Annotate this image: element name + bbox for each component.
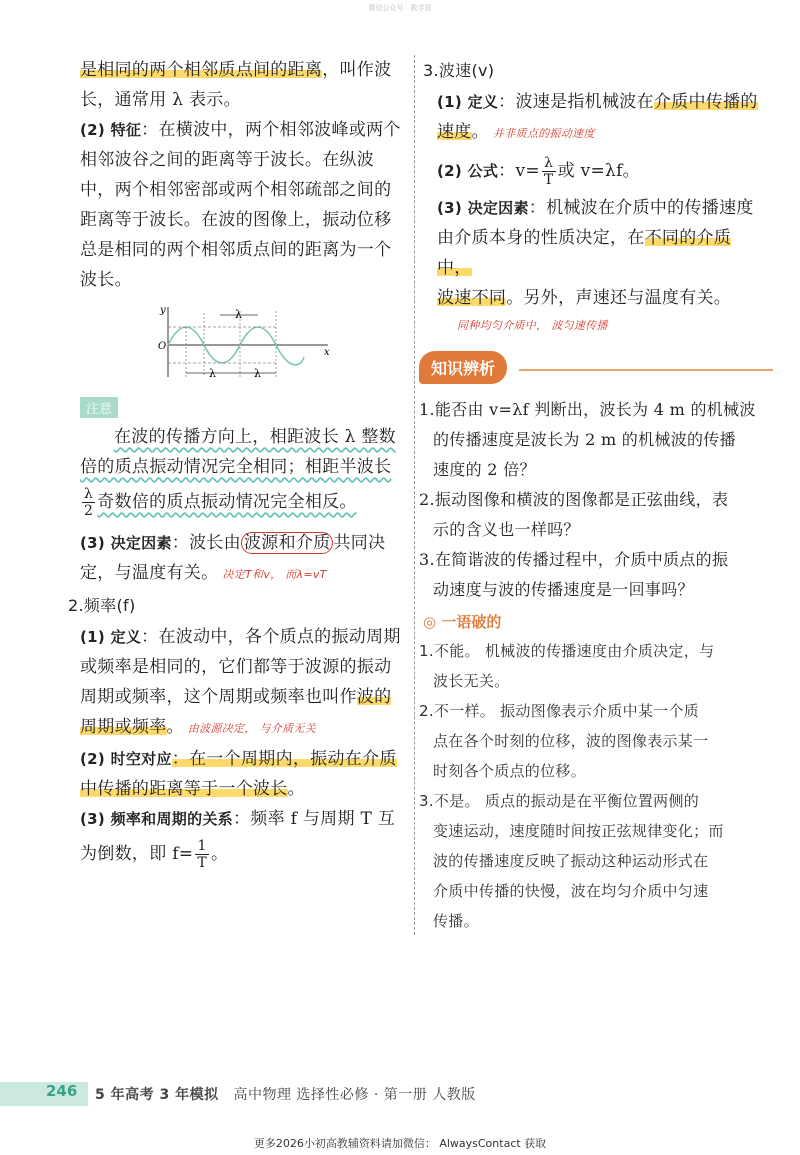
- paragraph: [80, 834, 410, 874]
- handwritten-note: 并非质点的振动速度: [492, 127, 595, 140]
- highlight-text: 介质中传播的: [653, 92, 758, 112]
- text: 定，与温度有关。: [80, 563, 219, 583]
- frac-den: 2: [84, 503, 94, 519]
- feature-paragraph: [80, 115, 410, 145]
- formula-label: (2) 公式: [437, 162, 499, 180]
- fraction: [82, 486, 95, 519]
- notice-text: [80, 482, 410, 522]
- page-footer: [0, 1080, 800, 1112]
- answer: 点在各个时刻的位移，波的图像表示某一: [433, 732, 709, 750]
- answer: 1.不能。 机械波的传播速度由介质决定，与: [419, 642, 715, 660]
- paragraph: [80, 744, 410, 774]
- text: 为倒数，即 f=: [80, 844, 194, 864]
- text: ：机械波在介质中的传播速度: [528, 198, 754, 218]
- page-number: 246: [46, 1082, 78, 1100]
- paragraph: [80, 682, 410, 712]
- frac-num: λ: [82, 486, 95, 503]
- header-mark: 微信公众号：教学资: [368, 4, 432, 12]
- column-divider: [414, 55, 415, 935]
- paragraph: [80, 55, 410, 85]
- handwritten-note: 由波源决定， 与介质无关: [187, 722, 316, 735]
- paragraph: [423, 223, 763, 283]
- def-label: (1) 定义: [80, 628, 142, 646]
- section-title-frequency: 2.频率(f): [68, 596, 136, 615]
- question: 2.振动图像和横波的图像都是正弦曲线，表: [419, 490, 729, 509]
- knowledge-header: [419, 351, 763, 387]
- text: ：波速是指机械波在: [498, 92, 654, 112]
- text: ：波长由: [171, 533, 241, 553]
- wave-lambda-label: λ: [235, 308, 242, 321]
- answer: 介质中传播的快慢，波在均匀介质中匀速: [433, 882, 709, 900]
- answer: 3.不是。 质点的振动是在平衡位置两侧的: [419, 792, 700, 810]
- section-title-speed: 3.波速(v): [423, 61, 495, 80]
- handwritten-note: 决定T和v， 而λ=vT: [222, 568, 327, 581]
- question: 速度的 2 倍？: [433, 460, 536, 479]
- paragraph: 相邻波谷之间的距离等于波长。在纵波: [80, 150, 375, 170]
- text: ：v=: [498, 161, 540, 181]
- knowledge-badge: 知识辨析: [419, 351, 507, 384]
- text: 。: [471, 122, 489, 142]
- paragraph: [80, 774, 410, 804]
- frac-den: T: [543, 172, 554, 188]
- bottom-note: 更多2026小初高教辅资料请加微信： AlwaysContact 获取: [253, 1137, 547, 1150]
- question: 的传播速度是波长为 2 m 的机械波的传播: [433, 430, 736, 449]
- text: 奇数倍的质点振动情况完全相反。: [97, 492, 357, 512]
- answer: 波长无关。: [433, 672, 510, 690]
- frac-num: λ: [542, 155, 556, 172]
- highlight-text: 波的: [356, 687, 392, 707]
- decide-paragraph: [80, 528, 410, 558]
- text: ，叫作波: [322, 60, 392, 80]
- knowledge-rule: [519, 369, 773, 371]
- decide-label: (3) 决定因素: [80, 534, 172, 552]
- wave-lambda-label: λ: [209, 367, 216, 380]
- text: ：频率 f 与周期 T 互: [232, 809, 396, 829]
- wave-x-label: x: [324, 347, 330, 358]
- frac-den: T: [197, 855, 207, 871]
- wave-y-label: y: [160, 305, 166, 316]
- right-column: [419, 55, 763, 936]
- paragraph: [80, 804, 410, 834]
- paragraph: [423, 117, 763, 149]
- question: 1.能否由 v=λf 判断出，波长为 4 m 的机械波: [419, 400, 756, 419]
- frac-num: 1: [195, 838, 209, 855]
- decide-label: (3) 决定因素: [437, 199, 529, 217]
- answer: 2.不一样。 振动图像表示介质中某一个质: [419, 702, 700, 720]
- text: 由介质本身的性质决定，在: [437, 228, 645, 248]
- def-label: (1) 定义: [437, 93, 499, 111]
- text: 。另外，声速还与温度有关。: [506, 288, 732, 308]
- fraction: [542, 155, 556, 188]
- highlight-text: ：在一个周期内，振动在介质: [171, 749, 397, 769]
- left-column: [68, 55, 410, 874]
- paragraph: 总是相同的两个相邻质点间的距离为一个: [80, 240, 392, 260]
- st-label: (2) 时空对应: [80, 750, 172, 768]
- question: 3.在简谐波的传播过程中，介质中质点的振: [419, 550, 729, 569]
- notice-tag: 注意: [80, 397, 118, 418]
- question: 示的含义也一样吗？: [433, 520, 580, 539]
- text: ：在横波中，两个相邻波峰或两个: [141, 120, 401, 140]
- wave-diagram: [158, 303, 333, 381]
- answer-title: 一语破的: [441, 613, 502, 631]
- paragraph: [80, 712, 410, 744]
- text: 。: [210, 844, 229, 864]
- highlight-text: 周期或频率: [80, 717, 167, 737]
- text: 。: [166, 717, 184, 737]
- paragraph: [423, 283, 763, 313]
- notice-text: 在波的传播方向上，相距波长 λ 整数: [114, 427, 396, 447]
- circled-text: 波源和介质: [241, 532, 334, 554]
- paragraph: 或频率是相同的，它们都等于波源的振动: [80, 657, 392, 677]
- rel-label: (3) 频率和周期的关系: [80, 810, 233, 828]
- formula: [423, 149, 763, 193]
- text: 周期或频率，这个周期或频率也叫作: [80, 687, 357, 707]
- fraction: [195, 838, 209, 871]
- handwritten-note: 同种均匀介质中， 波匀速传播: [457, 319, 608, 332]
- wave-lambda-label: λ: [254, 367, 261, 380]
- highlight-text: 速度: [437, 122, 472, 142]
- paragraph: [423, 313, 763, 337]
- wave-origin-label: O: [158, 341, 167, 352]
- highlight-text: 中传播的距离等于一个波长: [80, 779, 288, 799]
- question: 动速度与波的传播速度是一回事吗？: [433, 580, 694, 599]
- paragraph: [423, 193, 763, 223]
- text: ：在波动中，各个质点的振动周期: [141, 627, 401, 647]
- paragraph: [80, 558, 410, 590]
- text: 或 v=λf。: [557, 161, 640, 181]
- notice-text: 倍的质点振动情况完全相同；相距半波长: [80, 457, 392, 477]
- paragraph: [80, 622, 410, 652]
- answer: 时刻各个质点的位移。: [433, 762, 587, 780]
- text: 。: [287, 779, 305, 799]
- paragraph: 长，通常用 λ 表示。: [80, 90, 241, 110]
- answer: 传播。: [433, 912, 479, 930]
- sine-wave: [168, 327, 304, 365]
- paragraph: 中，两个相邻密部或两个相邻疏部之间的: [80, 180, 392, 200]
- highlight-text: 是相同的两个相邻质点间的距离: [80, 60, 323, 80]
- answer: 变速运动，速度随时间按正弦规律变化；而: [433, 822, 724, 840]
- answer-header: [423, 611, 763, 632]
- paragraph: 波长。: [80, 270, 132, 290]
- highlight-text: 不同的介质中，: [437, 228, 732, 278]
- book-subtitle: 高中物理 选择性必修 · 第一册 人教版: [233, 1087, 476, 1103]
- highlight-text: 波速不同: [437, 288, 507, 308]
- book-series: 5 年高考 3 年模拟: [95, 1087, 219, 1103]
- paragraph: 距离等于波长。在波的图像上，振动位移: [80, 210, 392, 230]
- book-title: [95, 1084, 476, 1104]
- paragraph: [423, 87, 763, 117]
- feature-label: (2) 特征: [80, 121, 142, 139]
- target-icon: ◎: [423, 613, 442, 631]
- answer: 波的传播速度反映了振动这种运动形式在: [433, 852, 709, 870]
- text: 共同决: [333, 533, 386, 553]
